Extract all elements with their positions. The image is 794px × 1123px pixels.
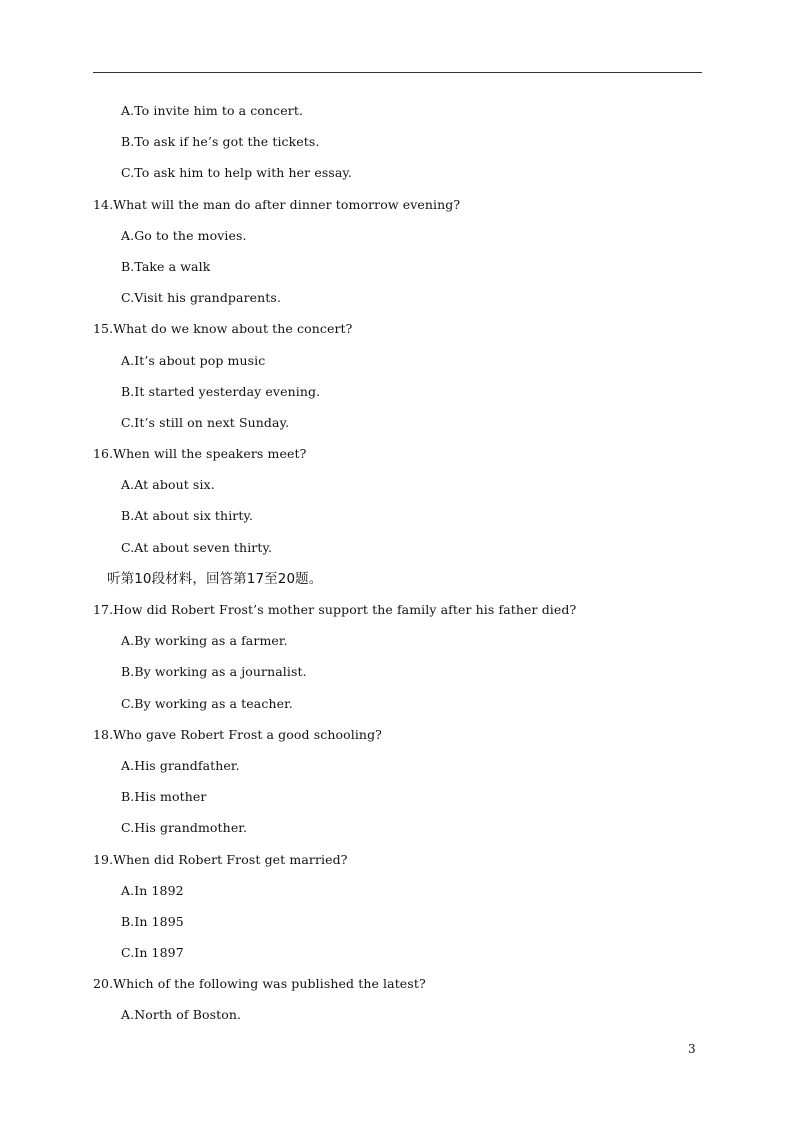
section-instruction: 听第10段材料，回答第17至20题。 xyxy=(107,570,323,587)
option-line: A.Go to the movies. xyxy=(121,227,247,243)
question-line: 19.When did Robert Frost get married? xyxy=(93,851,348,867)
option-line: C.At about seven thirty. xyxy=(121,539,273,555)
question-line: 18.Who gave Robert Frost a good schooling? xyxy=(93,726,382,742)
question-line: 14.What will the man do after dinner tomorrow evening? xyxy=(93,196,461,212)
option-line: A.In 1892 xyxy=(121,882,184,898)
option-line: C.Visit his grandparents. xyxy=(121,290,282,306)
option-line: A.To invite him to a concert. xyxy=(121,103,304,118)
option-line: C.To ask him to help with her essay. xyxy=(121,165,352,181)
page-number: 3 xyxy=(688,1042,696,1056)
option-line: B.At about six thirty. xyxy=(121,508,254,524)
option-line: A.At about six. xyxy=(121,477,215,493)
option-line: C.In 1897 xyxy=(121,945,184,961)
option-line: C.It’s still on next Sunday. xyxy=(121,414,290,430)
header-rule xyxy=(93,72,702,73)
option-line: A.His grandfather. xyxy=(121,757,240,773)
option-line: B.Take a walk xyxy=(121,258,211,274)
question-line: 16.When will the speakers meet? xyxy=(93,446,307,462)
question-line: 20.Which of the following was published the latest? xyxy=(93,976,426,992)
option-line: C.His grandmother. xyxy=(121,820,248,836)
option-line: A.By working as a farmer. xyxy=(121,633,288,649)
option-line: B.In 1895 xyxy=(121,913,184,929)
option-line: B.It started yesterday evening. xyxy=(121,383,321,399)
option-line: A.It’s about pop music xyxy=(121,352,266,368)
option-line: B.To ask if he’s got the tickets. xyxy=(121,134,320,150)
question-line: 15.What do we know about the concert? xyxy=(93,321,353,337)
option-line: A.North of Boston. xyxy=(121,1007,242,1023)
option-line: B.By working as a journalist. xyxy=(121,664,307,680)
option-line: B.His mother xyxy=(121,789,207,805)
option-line: C.By working as a teacher. xyxy=(121,695,293,711)
document-body xyxy=(0,101,794,1037)
question-line: 17.How did Robert Frost’s mother support the family after his father died? xyxy=(93,602,577,617)
